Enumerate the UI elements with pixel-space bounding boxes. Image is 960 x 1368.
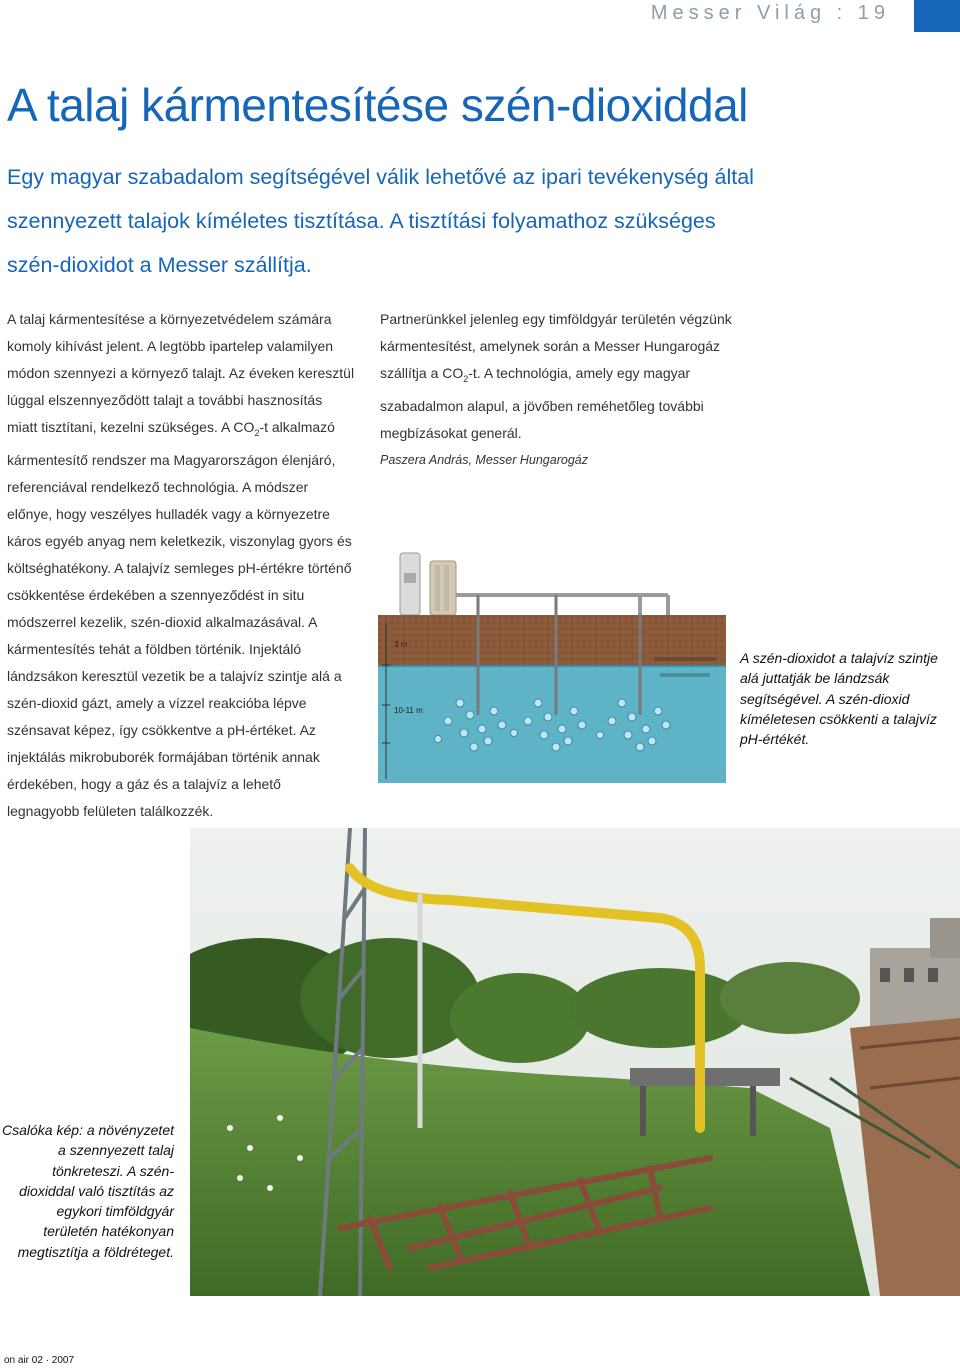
depth-label-2: 10-11 m: [394, 706, 423, 715]
col2-text-b: -t. A technológia, amely egy magyar szabadalmon alapul, a jövőben reméhetőleg további megbízásokat generál.: [380, 365, 704, 441]
col1-text-b: -t alkalmazó kármentesítő rendszer ma Magyarországon élenjáró, referenciával rendelkező technológia. A módszer előnye, hogy veszélyes hulladék vagy a környezetre káros egyéb anyag nem keletkezik, viszonylag gyors és költséghatékony. A talajvíz semleges pH-értékre történő csökkentése érdekében a szennyeződést in situ módszerrel kezelik, szén-dioxid alkalmazásával. A kármentesítés tehát a földben történik. Injektáló lándzsákon keresztül vezetik be a talajvíz szintje alá a szén-dioxid gázt, amely a vízzel reakcióba lépve szénsavat képez, így csökkentve a pH-értéket. Az injektálás mikrobuborék formájában történik annak érdekében, hogy a gáz és a talajvíz a lehető legnagyobb felületen találkozzék.: [7, 419, 352, 819]
author-signature: Paszera András, Messer Hungarogáz: [380, 452, 588, 467]
depth-label-1: 3 m: [394, 640, 408, 649]
groundwater-layer: [378, 665, 726, 783]
photo-caption: Csalóka kép: a növényzetet a szennyezett talaj tönkreteszi. A szén-dioxiddal való tisztítás az egykori timföldgyár területén hatékonyan megtisztítja a földréteget.: [2, 1122, 174, 1260]
injection-diagram: [378, 543, 726, 784]
article-lead: Egy magyar szabadalom segítségével válik lehetővé az ipari tevékenység által szennyezett talajok kíméletes tisztítása. A tisztítási folyamathoz szükséges szén-dioxidot a Messer szállítja.: [7, 165, 754, 277]
issue-footer: on air 02 · 2007: [4, 1355, 75, 1366]
header-color-block: [914, 0, 960, 32]
col1-text-a: A talaj kármentesítése a környezetvédelem számára komoly kihívást jelent. A legtöbb ipartelep valamilyen módon szennyezi a környező talajt. Az éveken keresztül lúggal elszennyeződött talajt a további hasznosítás miatt tisztítani, kezelni szükséges. A CO: [7, 311, 355, 435]
col2-subscript: 2: [463, 373, 469, 384]
running-title: Messer Világ : 19: [650, 2, 890, 24]
site-photo: [190, 828, 960, 1296]
col1-subscript: 2: [254, 427, 260, 438]
body-column-2: [380, 306, 740, 474]
body-column-1: [7, 306, 355, 825]
article-title: A talaj kármentesítése szén-dioxiddal: [7, 79, 748, 131]
col2-text-a: Partnerünkkel jelenleg egy timföldgyár területén végzünk kármentesítést, amelynek során a Messer Hungarogáz szállítja a CO: [380, 311, 732, 381]
diagram-caption: A szén-dioxidot a talajvíz szintje alá juttatják be lándzsák segítségével. A szén-dioxid kíméletesen csökkenti a talajvíz pH-értékét.: [740, 650, 938, 748]
